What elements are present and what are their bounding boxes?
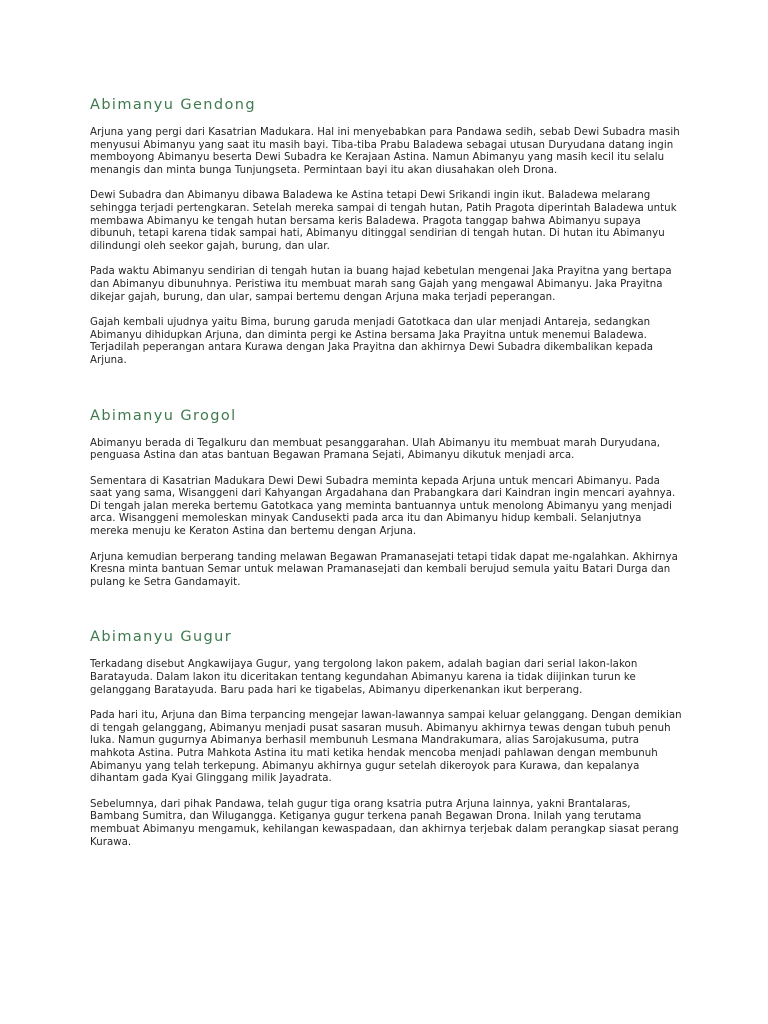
paragraph: Sementara di Kasatrian Madukara Dewi Dewi Subadra meminta kepada Arjuna untuk mencari Abimanyu. Pada saat yang sama, Wisanggeni dari Kahyangan Argadahana dan Prabangkara dari Kaindran ingin mencari ayahnya. Di tengah jalan mereka bertemu Gatotkaca yang meminta bantuannya untuk menolong Abimanyu yang menjadi arca. Wisanggeni memoleskan minyak Candusekti pada arca itu dan Abimanyu hidup kembali. Selanjutnya mereka menuju ke Keraton Astina dan bertemu dengan Arjuna.	[90, 475, 676, 538]
section-abimanyu-gendong	[90, 95, 682, 368]
paragraph: Pada waktu Abimanyu sendirian di tengah hutan ia buang hajad kebetulan mengenai Jaka Prayitna yang bertapa dan Abimanyu dibunuhnya. Peristiwa itu membuat marah sang Gajah yang mengawal Abimanyu. Jaka Prayitna dikejar gajah, burung, dan ular, sampai bertemu dengan Arjuna maka terjadi peperangan.	[90, 266, 672, 303]
paragraph: Abimanyu berada di Tegalkuru dan membuat pesanggarahan. Ulah Abimanyu itu membuat marah Duryudana, penguasa Astina dan atas bantuan Begawan Pramana Sejati, Abimanyu dikutuk menjadi arca.	[90, 437, 661, 462]
paragraph: Dewi Subadra dan Abimanyu dibawa Baladewa ke Astina tetapi Dewi Srikandi ingin ikut. Baladewa melarang sehingga terjadi pertengkaran. Setelah mereka sampai di tengah hutan, Patih Pragota diperintah Baladewa untuk membawa Abimanyu ke tengah hutan bersama keris Baladewa. Pragota tanggap bahwa Abimanyu supaya dibunuh, tetapi karena tidak sampai hati, Abimanyu ditinggal sendirian di tengah hutan. Di hutan itu Abimanyu dilindungi oleh seekor gajah, burung, dan ular.	[90, 190, 677, 252]
paragraph: Gajah kembali ujudnya yaitu Bima, burung garuda menjadi Gatotkaca dan ular menjadi Antareja, sedangkan Abimanyu dihidupkan Arjuna, dan diminta pergi ke Astina bersama Jaka Prayitna untuk menemui Baladewa. Terjadilah peperangan antara Kurawa dengan Jaka Prayitna dan akhirnya Dewi Subadra dikembalikan kepada Arjuna.	[90, 317, 654, 366]
paragraph: Arjuna kemudian berperang tanding melawan Begawan Pramanasejati tetapi tidak dapat me-ngalahkan. Akhirnya Kresna minta bantuan Semar untuk melawan Pramanasejati dan kembali berujud semula yaitu Batari Durga dan pulang ke Setra Gandamayit.	[90, 551, 678, 588]
section-title: Abimanyu Gugur	[90, 629, 233, 646]
section-abimanyu-gugur	[90, 627, 682, 849]
section-abimanyu-grogol	[90, 406, 682, 590]
paragraph: Terkadang disebut Angkawijaya Gugur, yang tergolong lakon pakem, adalah bagian dari serial lakon-lakon Baratayuda. Dalam lakon itu diceritakan tentang kegundahan Abimanyu karena ia tidak diijinkan turun ke gelanggang Baratayuda. Baru pada hari ke tigabelas, Abimanyu diperkenankan ikut berperang.	[90, 659, 638, 696]
document-page	[90, 95, 682, 849]
paragraph: Arjuna yang pergi dari Kasatrian Madukara. Hal ini menyebabkan para Pandawa sedih, sebab Dewi Subadra masih menyusui Abimanyu yang saat itu masih bayi. Tiba-tiba Prabu Baladewa sebagai utusan Duryudana datang ingin memboyong Abimanyu beserta Dewi Subadra ke Kerajaan Astina. Namun Abimanyu yang masih kecil itu selalu menangis dan minta bunga Tunjungseta. Permintaan bayi itu akan diusahakan oleh Drona.	[90, 127, 680, 176]
paragraph: Pada hari itu, Arjuna dan Bima terpancing mengejar lawan-lawannya sampai keluar gelanggang. Dengan demikian di tengah gelanggang, Abimanyu menjadi pusat sasaran musuh. Abimanyu akhirnya tewas dengan tubuh penuh luka. Namun gugurnya Abimanya berhasil membunuh Lesmana Mandrakumara, alias Sarojakusuma, putra mahkota Astina. Putra Mahkota Astina itu mati ketika hendak mencoba menjadi pahlawan dengan membunuh Abimanyu yang telah terkepung. Abimanyu akhirnya gugur setelah dikeroyok para Kurawa, dan kepalanya dihantam gada Kyai Glinggang milik Jayadrata.	[90, 710, 682, 785]
section-title: Abimanyu Gendong	[90, 97, 256, 113]
section-title: Abimanyu Grogol	[90, 407, 237, 424]
paragraph: Sebelumnya, dari pihak Pandawa, telah gugur tiga orang ksatria putra Arjuna lainnya, yakni Brantalaras, Bambang Sumitra, dan Wilugangga. Ketiganya gugur terkena panah Begawan Drona. Inilah yang terutama membuat Abimanyu mengamuk, kehilangan kewaspadaan, dan akhirnya terjebak dalam perangkap siasat perang Kurawa.	[90, 798, 679, 848]
